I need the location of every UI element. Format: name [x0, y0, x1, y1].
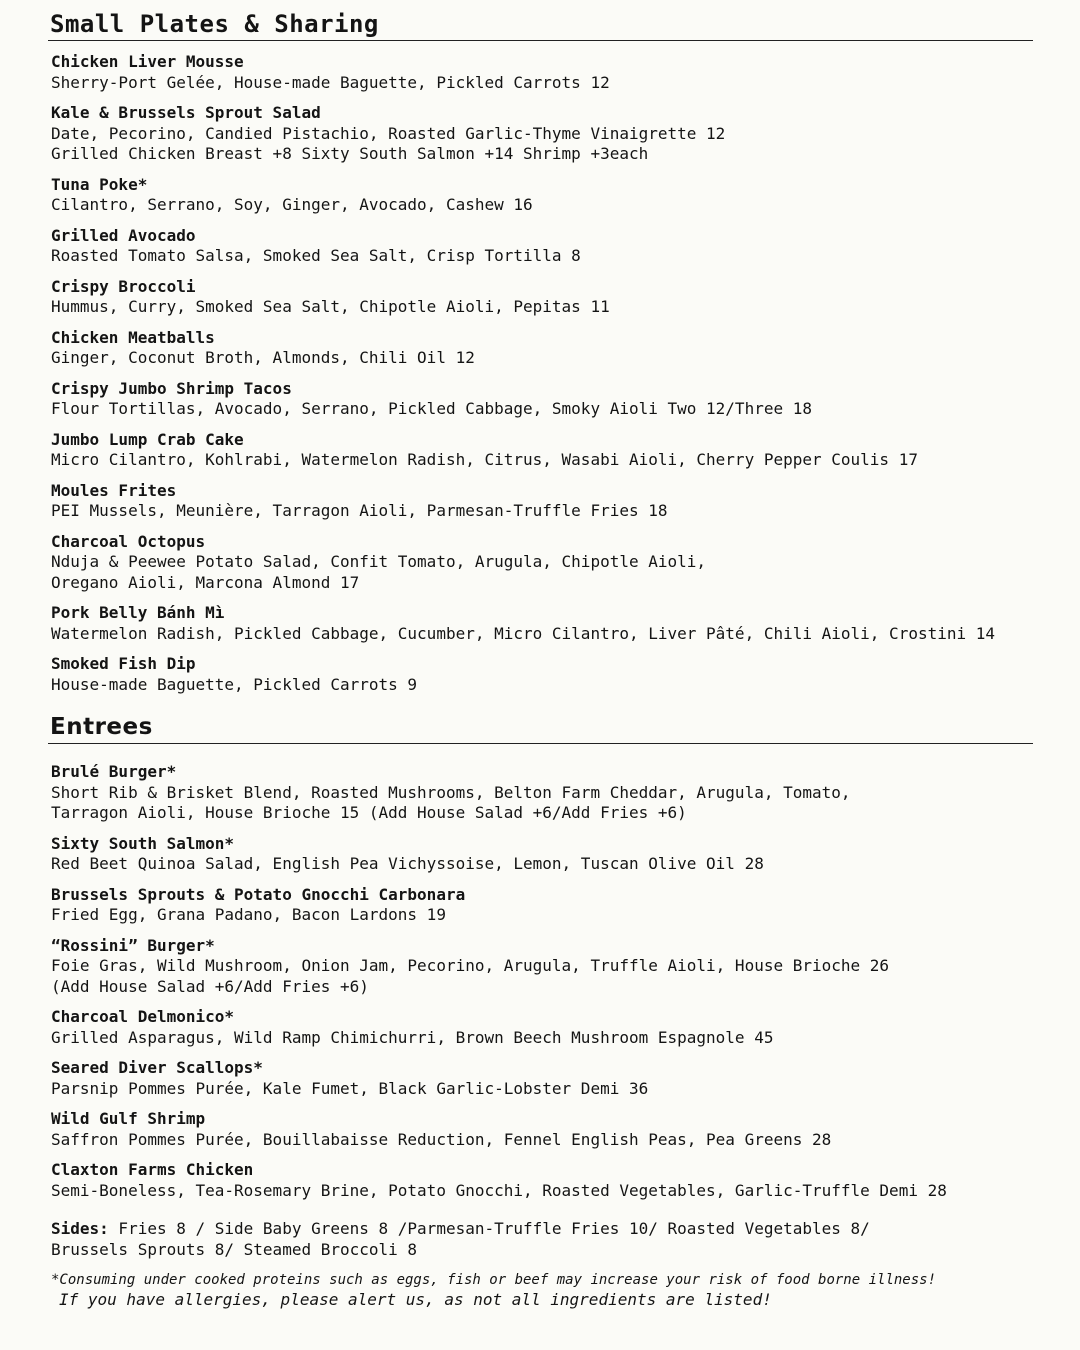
menu-item: [51, 277, 1051, 318]
menu-item-name: Grilled Avocado: [51, 225, 196, 245]
menu-item-name: Kale & Brussels Sprout Salad: [51, 103, 321, 122]
menu-item-description: Parsnip Pommes Purée, Kale Fumet, Black Garlic-Lobster Demi 36: [51, 1078, 649, 1098]
menu-item-description: Oregano Aioli, Marcona Almond 17: [51, 572, 360, 592]
menu-item-description: Ginger, Coconut Broth, Almonds, Chili Oil 12: [51, 348, 475, 367]
menu-item-name: Brulé Burger*: [51, 762, 177, 781]
menu-item-description: Roasted Tomato Salsa, Smoked Sea Salt, Crisp Tortilla 8: [51, 246, 581, 265]
menu-item-description: Date, Pecorino, Candied Pistachio, Roasted Garlic-Thyme Vinaigrette 12: [51, 123, 726, 143]
menu-item-name: Charcoal Octopus: [51, 531, 206, 551]
menu-item-name: Seared Diver Scallops*: [51, 1058, 263, 1077]
menu-item-name: Chicken Liver Mousse: [51, 52, 244, 71]
menu-item: [51, 762, 1051, 824]
menu-item-description: Hummus, Curry, Smoked Sea Salt, Chipotle Aioli, Pepitas 11: [51, 297, 610, 316]
menu-item-description: Saffron Pommes Purée, Bouillabaisse Reduction, Fennel English Peas, Pea Greens 28: [51, 1129, 832, 1149]
menu-item-description: Flour Tortillas, Avocado, Serrano, Pickled Cabbage, Smoky Aioli Two 12/Three 18: [51, 399, 812, 418]
menu-item-name: Jumbo Lump Crab Cake: [51, 429, 244, 449]
menu-item: [51, 1007, 1051, 1048]
menu-item-name: Wild Gulf Shrimp: [51, 1109, 206, 1128]
menu-item-name: Brussels Sprouts & Potato Gnocchi Carbonara: [51, 884, 466, 904]
menu-item: [51, 1160, 1051, 1201]
menu-item-name: Claxton Farms Chicken: [51, 1160, 254, 1179]
menu-item: [51, 175, 1051, 216]
menu-item-name: Crispy Broccoli: [51, 276, 196, 296]
menu-item: [51, 834, 1051, 875]
menu-item-description: Sherry-Port Gelée, House-made Baguette, Pickled Carrots 12: [51, 72, 610, 92]
menu-item-name: Charcoal Delmonico*: [51, 1007, 235, 1026]
menu-item-description: Watermelon Radish, Pickled Cabbage, Cucumber, Micro Cilantro, Liver Pâté, Chili Aioli, Crostini 14: [51, 623, 996, 643]
menu-item: [51, 481, 1051, 522]
menu-item-description: Foie Gras, Wild Mushroom, Onion Jam, Pecorino, Arugula, Truffle Aioli, House Brioche 26: [51, 956, 890, 975]
menu-item-description: Grilled Asparagus, Wild Ramp Chimichurri, Brown Beech Mushroom Espagnole 45: [51, 1027, 774, 1047]
entrees-list: [51, 762, 1051, 1211]
menu-item-description: Short Rib & Brisket Blend, Roasted Mushrooms, Belton Farm Cheddar, Arugula, Tomato,: [51, 782, 851, 802]
small-plates-list: [51, 52, 1051, 705]
menu-item-description: Nduja & Peewee Potato Salad, Confit Tomato, Arugula, Chipotle Aioli,: [51, 552, 707, 571]
menu-item-description: Semi-Boneless, Tea-Rosemary Brine, Potato Gnocchi, Roasted Vegetables, Garlic-Truffle Demi 28: [51, 1180, 947, 1200]
menu-item-name: Pork Belly Bánh Mì: [51, 603, 225, 622]
menu-item: [51, 103, 1051, 165]
section-divider: [48, 743, 1033, 744]
menu-item: [51, 430, 1051, 471]
menu-item-description: (Add House Salad +6/Add Fries +6): [51, 976, 369, 996]
sides-label: Sides:: [51, 1219, 109, 1238]
section-divider: [48, 40, 1033, 41]
menu-item-name: Sixty South Salmon*: [51, 833, 235, 853]
menu-item-description: Tarragon Aioli, House Brioche 15 (Add House Salad +6/Add Fries +6): [51, 803, 687, 822]
sides-list: [51, 1219, 870, 1260]
menu-item-description: Fried Egg, Grana Padano, Bacon Lardons 19: [51, 905, 446, 924]
menu-item-description: Micro Cilantro, Kohlrabi, Watermelon Radish, Citrus, Wasabi Aioli, Cherry Pepper Coulis 17: [51, 450, 918, 469]
section-title-entrees: Entrees: [50, 714, 153, 740]
menu-item: [51, 532, 1051, 594]
menu-item: [51, 603, 1051, 644]
menu-item-name: Chicken Meatballs: [51, 327, 215, 347]
menu-item-name: Crispy Jumbo Shrimp Tacos: [51, 378, 292, 398]
menu-item: [51, 936, 1051, 998]
menu-item-name: “Rossini” Burger*: [51, 935, 215, 955]
food-safety-warning: *Consuming under cooked proteins such as eggs, fish or beef may increase your risk of food borne illness!: [51, 1272, 937, 1288]
menu-item: [51, 1058, 1051, 1099]
menu-item: [51, 885, 1051, 926]
menu-item-name: Tuna Poke*: [51, 174, 148, 194]
menu-item-name: Moules Frites: [51, 480, 177, 500]
menu-item: [51, 226, 1051, 267]
sides-line-2: Brussels Sprouts 8/ Steamed Broccoli 8: [51, 1239, 418, 1259]
menu-item: [51, 379, 1051, 420]
menu-item: [51, 1109, 1051, 1150]
menu-item-description: PEI Mussels, Meunière, Tarragon Aioli, Parmesan-Truffle Fries 18: [51, 501, 668, 520]
menu-item-description: House-made Baguette, Pickled Carrots 9: [51, 674, 418, 694]
menu-item: [51, 328, 1051, 369]
menu-item-name: Smoked Fish Dip: [51, 654, 196, 673]
allergy-notice: If you have allergies, please alert us, as not all ingredients are listed!: [59, 1290, 772, 1309]
section-title-small-plates: Small Plates & Sharing: [50, 10, 379, 38]
sides-line-1: Fries 8 / Side Baby Greens 8 /Parmesan-Truffle Fries 10/ Roasted Vegetables 8/: [108, 1219, 870, 1238]
menu-item-description: Cilantro, Serrano, Soy, Ginger, Avocado, Cashew 16: [51, 195, 533, 214]
menu-item-description: Red Beet Quinoa Salad, English Pea Vichyssoise, Lemon, Tuscan Olive Oil 28: [51, 854, 764, 873]
menu-item: [51, 52, 1051, 93]
menu-item: [51, 654, 1051, 695]
menu-item-description: Grilled Chicken Breast +8 Sixty South Salmon +14 Shrimp +3each: [51, 144, 649, 163]
